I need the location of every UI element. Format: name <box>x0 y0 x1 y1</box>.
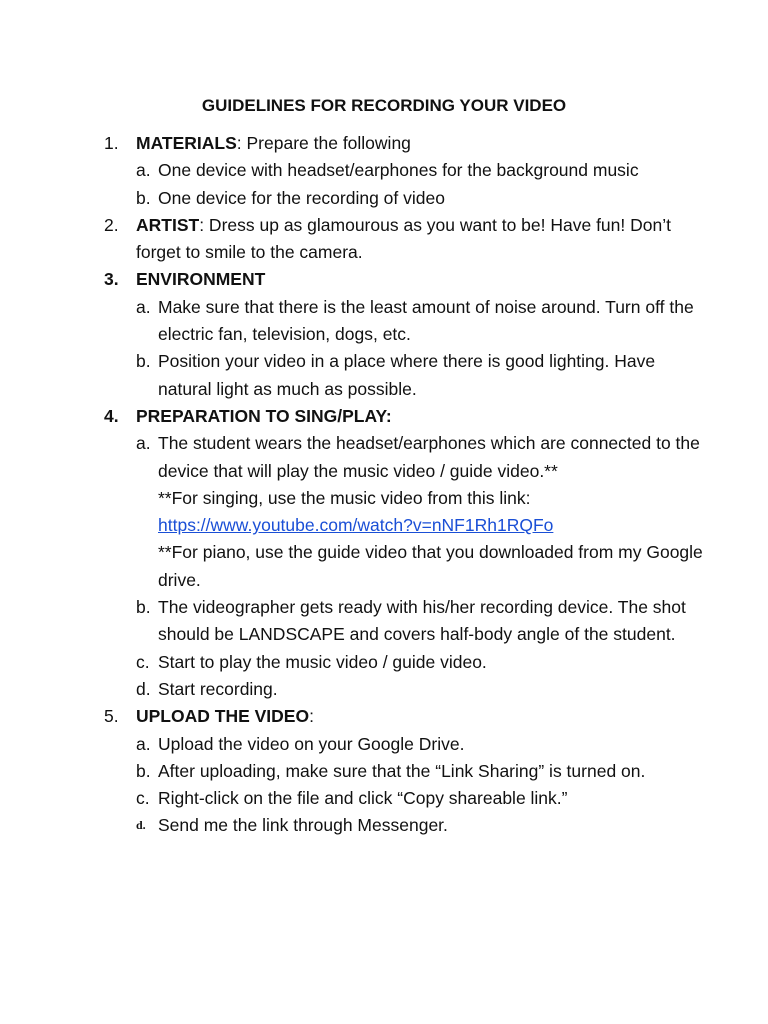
list-item <box>136 348 704 403</box>
youtube-link[interactable]: https://www.youtube.com/watch?v=nNF1Rh1RQFo <box>158 515 554 536</box>
section-upload <box>104 703 704 839</box>
page-title: GUIDELINES FOR RECORDING YOUR VIDEO <box>201 96 567 115</box>
list-item <box>136 758 704 785</box>
item-letter: a. <box>136 733 151 754</box>
section-environment <box>104 266 704 402</box>
list-item <box>136 785 704 812</box>
section-heading: ENVIRONMENT <box>136 269 266 290</box>
item-letter: b. <box>136 597 151 618</box>
item-text: After uploading, make sure that the “Link Sharing” is turned on. <box>158 760 646 781</box>
guideline-list <box>104 130 704 840</box>
item-text: Send me the link through Messenger. <box>158 815 448 836</box>
item-letter: c. <box>136 788 150 809</box>
item-letter: b. <box>136 187 151 208</box>
section-heading: MATERIALS <box>136 133 237 153</box>
item-text: Right-click on the file and click “Copy shareable link.” <box>158 788 568 809</box>
section-number: 5. <box>104 706 119 727</box>
item-letter: d. <box>136 818 146 833</box>
item-text: The student wears the headset/earphones which are connected to the device that will play the music video / guide video.** <box>158 433 700 481</box>
piano-note: **For piano, use the guide video that you downloaded from my Google drive. <box>158 542 703 590</box>
section-number: 4. <box>104 405 119 426</box>
item-text: Position your video in a place where there is good lighting. Have natural light as much as possible. <box>158 351 656 399</box>
section-artist <box>104 212 704 267</box>
list-item <box>136 649 704 676</box>
list-item <box>136 185 704 212</box>
section-heading-suffix: : Dress up as glamourous as you want to be! Have fun! Don’t forget to smile to the camera. <box>136 214 671 263</box>
item-text: Make sure that there is the least amount of noise around. Turn off the electric fan, television, dogs, etc. <box>158 296 694 345</box>
item-text: Start recording. <box>158 678 278 699</box>
section-heading-suffix: : <box>309 706 314 727</box>
item-letter: a. <box>136 296 151 317</box>
list-item <box>136 430 704 594</box>
section-preparation <box>104 403 704 703</box>
item-text: The videographer gets ready with his/her recording device. The shot should be LANDSCAPE and covers half-body angle of the student. <box>158 597 686 645</box>
section-number: 2. <box>104 214 119 235</box>
item-letter: b. <box>136 351 151 372</box>
item-letter: b. <box>136 760 151 781</box>
list-item <box>136 812 704 839</box>
list-item <box>136 676 704 703</box>
item-letter: a. <box>136 433 151 454</box>
section-number: 3. <box>104 269 119 290</box>
item-text: Upload the video on your Google Drive. <box>158 733 465 754</box>
list-item <box>136 294 704 349</box>
list-item <box>136 594 704 649</box>
item-letter: c. <box>136 651 150 672</box>
section-heading: PREPARATION TO SING/PLAY: <box>136 405 392 426</box>
singing-note: **For singing, use the music video from this link: <box>158 487 531 508</box>
section-heading: ARTIST <box>136 214 200 235</box>
section-heading-suffix: : Prepare the following <box>236 133 411 153</box>
section-materials <box>104 130 704 212</box>
item-text: Start to play the music video / guide video. <box>158 651 487 672</box>
list-item <box>136 731 704 758</box>
item-text: One device with headset/earphones for the background music <box>158 160 639 181</box>
item-letter: a. <box>136 160 151 181</box>
section-heading: UPLOAD THE VIDEO <box>136 706 310 727</box>
list-item <box>136 157 704 184</box>
item-text: One device for the recording of video <box>158 187 445 208</box>
item-letter: d. <box>136 678 151 699</box>
section-number: 1. <box>104 133 119 153</box>
